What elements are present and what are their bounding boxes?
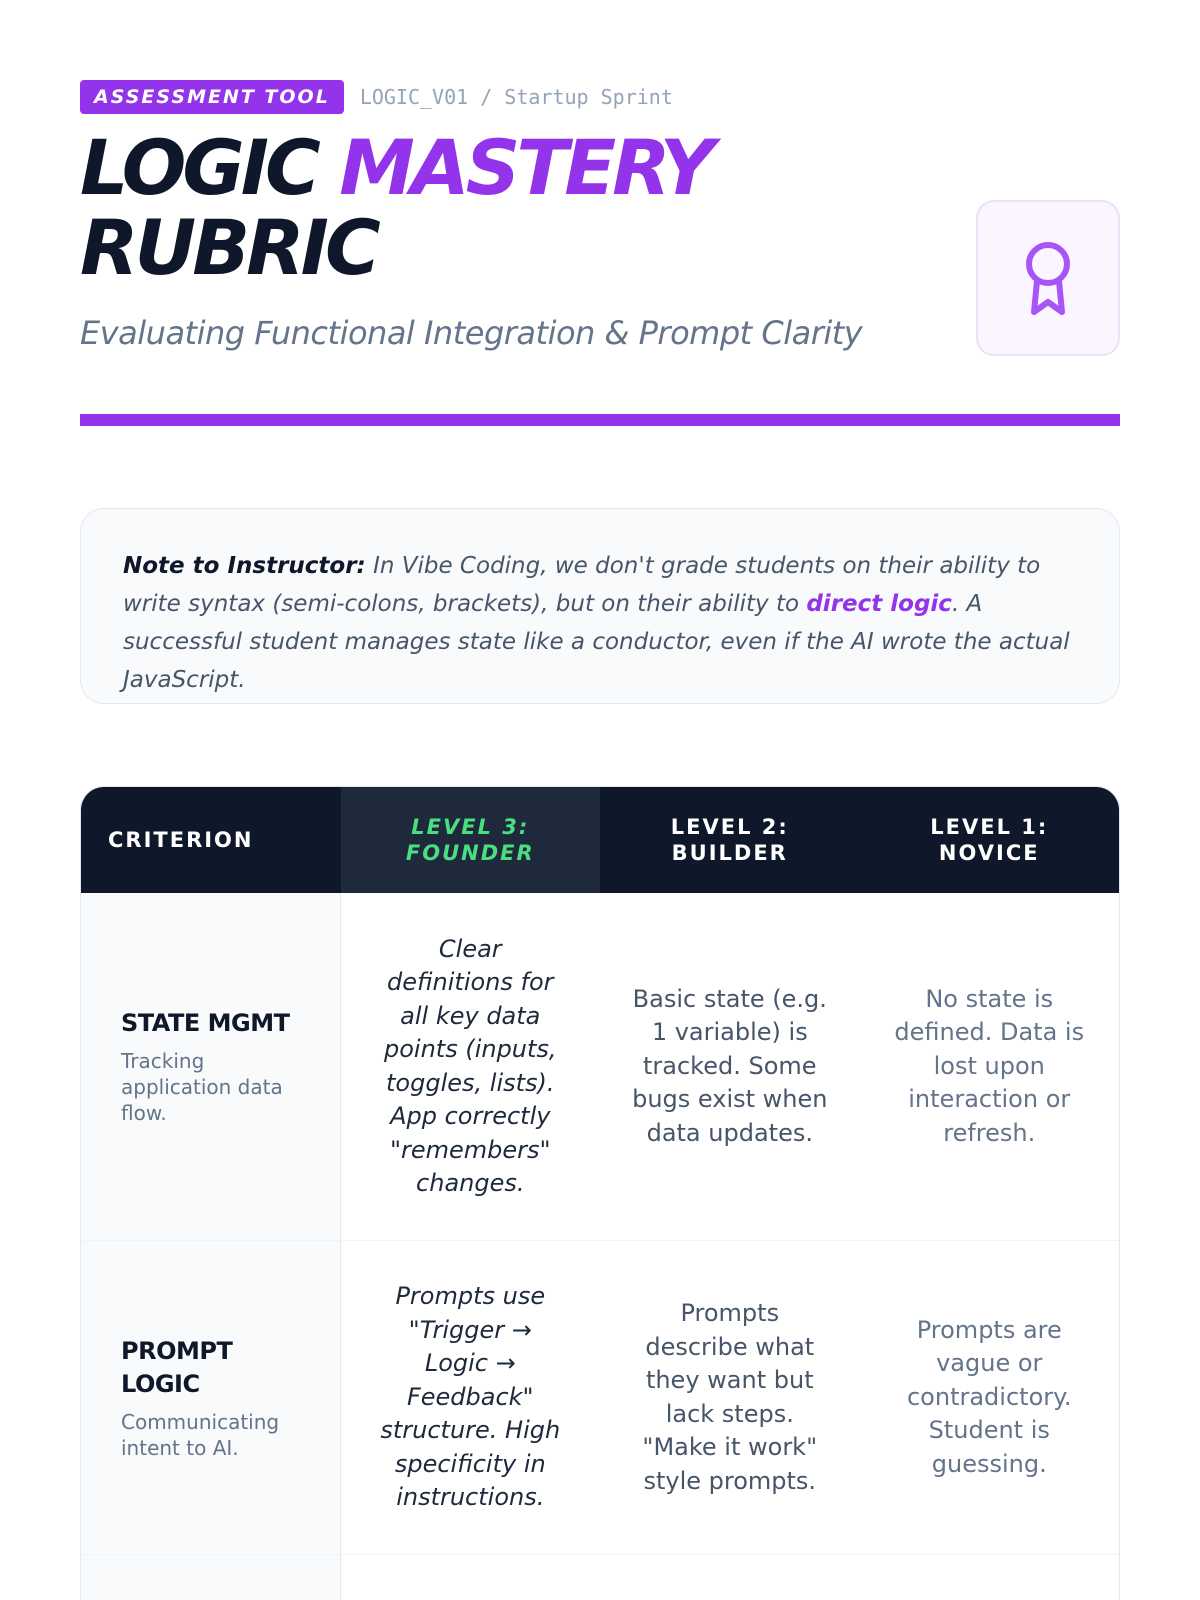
rubric-page xyxy=(80,0,1120,1600)
header-meta xyxy=(80,80,673,114)
rubric-table xyxy=(80,786,1120,1600)
table-row xyxy=(81,893,1119,1241)
criterion-description: Communicating intent to AI. xyxy=(121,1409,280,1460)
header-divider xyxy=(80,414,1120,426)
note-text-after: . A successful student manages state like a conductor, even if the AI wrote the actual JavaScript. xyxy=(123,591,1070,693)
level-2-cell xyxy=(600,1555,859,1600)
note-emphasis: direct logic xyxy=(806,591,952,617)
title-accent: MASTERY xyxy=(339,123,711,212)
criterion-cell xyxy=(81,893,341,1240)
table-row xyxy=(81,1555,1119,1600)
note-label: Note to Instructor: xyxy=(123,553,366,579)
criterion-cell xyxy=(81,1241,341,1554)
level-2-cell: Basic state (e.g. 1 variable) is tracked. Some bugs exist when data updates. xyxy=(632,984,828,1147)
criterion-name: PROMPT LOGIC xyxy=(121,1336,233,1398)
award-icon xyxy=(1022,238,1074,318)
page-title xyxy=(80,123,940,292)
level-2-cell: Prompts describe what they want but lack steps. "Make it work" style prompts. xyxy=(642,1299,818,1495)
header-level-3: LEVEL 3: FOUNDER xyxy=(341,787,601,893)
level-3-cell: Clear definitions for all key data points (inputs, toggles, lists). App correctly "remembers" changes. xyxy=(383,934,557,1197)
page-subtitle: Evaluating Functional Integration & Prompt Clarity xyxy=(80,314,863,352)
level-1-cell: Prompts are vague or contradictory. Student is guessing. xyxy=(906,1315,1072,1478)
header-level-1: LEVEL 1: NOVICE xyxy=(930,815,1049,865)
criterion-cell xyxy=(81,1555,341,1600)
criterion-name: STATE MGMT xyxy=(121,1009,290,1037)
level-1-cell xyxy=(860,1555,1119,1600)
note-text-before: In Vibe Coding, we don't grade students on their ability to write syntax (semi-colons, brackets), but on their ability to xyxy=(123,553,1041,617)
level-1-cell: No state is defined. Data is lost upon interaction or refresh. xyxy=(894,984,1085,1147)
title-part-2: RUBRIC xyxy=(80,203,377,292)
instructor-note xyxy=(80,508,1120,704)
table-header xyxy=(81,787,1119,893)
level-3-cell xyxy=(341,1555,600,1600)
header-level-2: LEVEL 2: BUILDER xyxy=(670,815,789,865)
header-criterion: CRITERION xyxy=(108,828,254,852)
table-row xyxy=(81,1241,1119,1555)
level-3-cell: Prompts use "Trigger → Logic → Feedback" structure. High specificity in instructions. xyxy=(380,1282,561,1512)
title-part-1: LOGIC xyxy=(80,123,340,212)
document-path: LOGIC_V01 / Startup Sprint xyxy=(359,85,673,109)
assessment-tag: ASSESSMENT TOOL xyxy=(80,80,344,114)
badge-box xyxy=(976,200,1120,356)
criterion-description: Tracking application data flow. xyxy=(121,1049,283,1125)
